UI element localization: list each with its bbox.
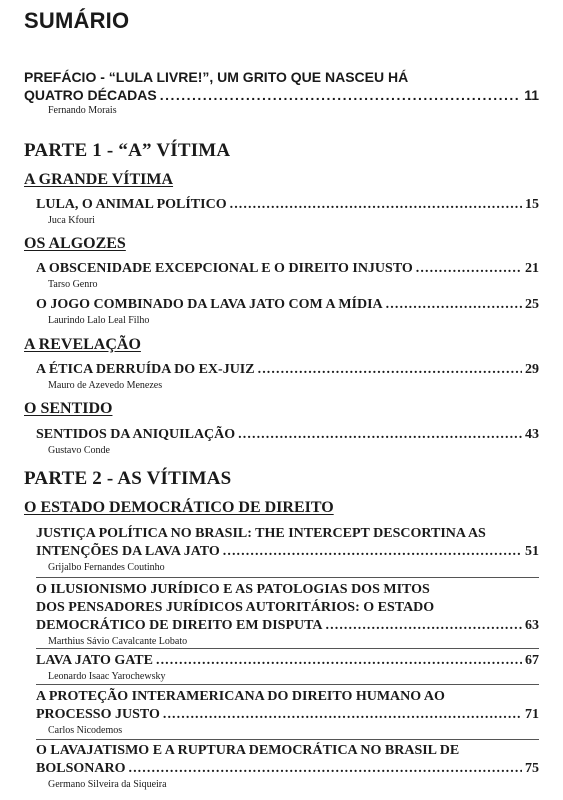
leader-dots — [326, 617, 522, 635]
leader-dots — [160, 86, 521, 104]
entry-title-line: INTENÇÕES DA LAVA JATO — [36, 544, 220, 559]
entry-title: LULA, O ANIMAL POLÍTICO — [36, 197, 227, 212]
entry-title-line: PROCESSO JUSTO — [36, 707, 160, 722]
entry-title: O JOGO COMBINADO DA LAVA JATO COM A MÍDIA — [36, 297, 383, 312]
entry-title-line: DEMOCRÁTICO DE DIREITO EM DISPUTA — [36, 618, 323, 633]
page-number: 51 — [525, 544, 539, 559]
entry-title: A OBSCENIDADE EXCEPCIONAL E O DIREITO INJUSTO — [36, 261, 413, 276]
toc-entry[interactable] — [0, 742, 563, 791]
toc-entry-preface[interactable] — [0, 68, 563, 117]
toc-entry[interactable] — [0, 296, 563, 327]
leader-dots — [128, 760, 522, 778]
entry-author: Grijalbo Fernandes Coutinho — [48, 562, 165, 573]
entry-author: Laurindo Lalo Leal Filho — [48, 315, 150, 326]
entry-title: LAVA JATO GATE — [36, 653, 153, 668]
entry-separator — [36, 739, 539, 740]
leader-dots — [386, 296, 522, 314]
entry-title-line: BOLSONARO — [36, 761, 126, 776]
page-number: 43 — [525, 427, 539, 442]
section-title: A GRANDE VÍTIMA — [24, 171, 174, 188]
page-number: 21 — [525, 261, 539, 276]
leader-dots — [258, 361, 522, 379]
entry-author: Leonardo Isaac Yarochewsky — [48, 671, 166, 682]
leader-dots — [163, 706, 522, 724]
part-title: PARTE 1 - “A” VÍTIMA — [24, 140, 231, 161]
entry-title-line: O ILUSIONISMO JURÍDICO E AS PATOLOGIAS DOS MITOS — [36, 582, 430, 597]
toc-entry[interactable] — [0, 260, 563, 291]
section-title: O ESTADO DEMOCRÁTICO DE DIREITO — [24, 499, 334, 516]
leader-dots — [223, 543, 522, 561]
entry-author: Germano Silveira da Siqueira — [48, 779, 167, 790]
toc-entry[interactable] — [0, 426, 563, 457]
toc-entry[interactable] — [0, 525, 563, 574]
entry-title-line: A PROTEÇÃO INTERAMERICANA DO DIREITO HUMANO AO — [36, 689, 445, 704]
leader-dots — [230, 196, 522, 214]
entry-author: Mauro de Azevedo Menezes — [48, 380, 163, 391]
toc-entry[interactable] — [0, 688, 563, 737]
leader-dots — [416, 260, 522, 278]
page-number: 11 — [524, 87, 539, 103]
section-title: OS ALGOZES — [24, 235, 126, 252]
entry-author: Juca Kfouri — [48, 215, 95, 226]
page-number: 29 — [525, 362, 539, 377]
toc-entry[interactable] — [0, 581, 563, 648]
page-title: SUMÁRIO — [24, 8, 130, 33]
toc-entry[interactable] — [0, 196, 563, 227]
entry-title-line: DOS PENSADORES JURÍDICOS AUTORITÁRIOS: O ESTADO — [36, 600, 435, 615]
entry-title-line: PREFÁCIO - “LULA LIVRE!”, UM GRITO QUE NASCEU HÁ — [24, 69, 409, 85]
page-number: 67 — [525, 653, 539, 668]
entry-author: Tarso Genro — [48, 279, 98, 290]
entry-author: Marthius Sávio Cavalcante Lobato — [48, 636, 188, 647]
entry-separator — [36, 684, 539, 685]
section-title: O SENTIDO — [24, 400, 113, 417]
part-title: PARTE 2 - AS VÍTIMAS — [24, 468, 232, 489]
page-number: 71 — [525, 707, 539, 722]
toc-entry[interactable] — [0, 652, 563, 683]
entry-title: SENTIDOS DA ANIQUILAÇÃO — [36, 427, 236, 442]
leader-dots — [156, 652, 522, 670]
page-number: 75 — [525, 761, 539, 776]
entry-title-line: QUATRO DÉCADAS — [24, 87, 157, 103]
entry-author: Gustavo Conde — [48, 445, 110, 456]
entry-author: Carlos Nicodemos — [48, 725, 123, 736]
page-number: 25 — [525, 297, 539, 312]
entry-title-line: JUSTIÇA POLÍTICA NO BRASIL: THE INTERCEPT DESCORTINA AS — [36, 526, 486, 541]
entry-title: A ÉTICA DERRUÍDA DO EX-JUIZ — [36, 362, 255, 377]
page-number: 63 — [525, 618, 539, 633]
page-number: 15 — [525, 197, 539, 212]
toc-entry[interactable] — [0, 361, 563, 392]
leader-dots — [238, 426, 522, 444]
section-title: A REVELAÇÃO — [24, 336, 141, 353]
entry-author: Fernando Morais — [48, 105, 117, 116]
entry-separator — [36, 577, 539, 578]
entry-separator — [36, 648, 539, 649]
entry-title-line: O LAVAJATISMO E A RUPTURA DEMOCRÁTICA NO BRASIL DE — [36, 743, 460, 758]
